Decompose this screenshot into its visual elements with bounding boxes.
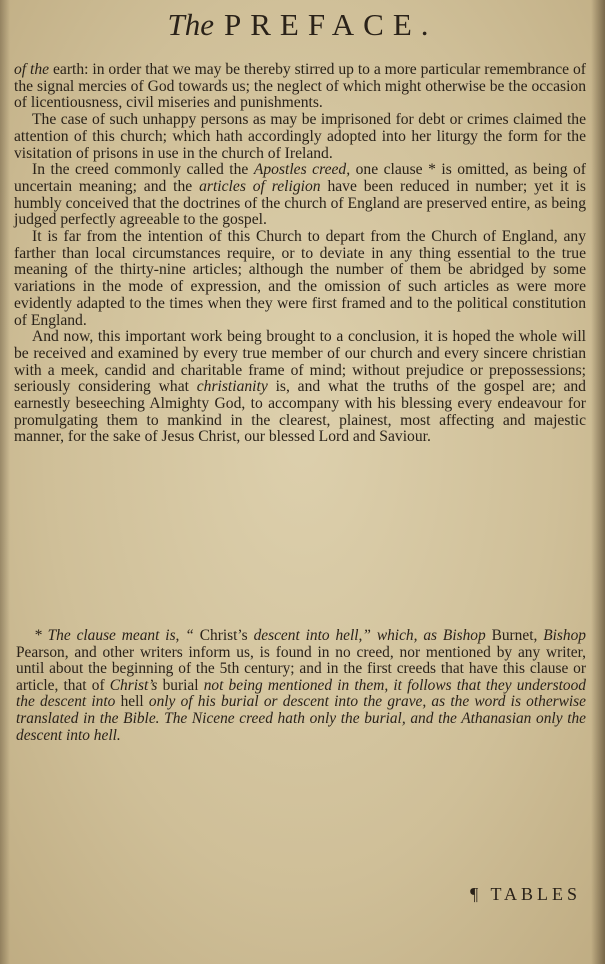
paragraph-5 [14,329,586,446]
preface-body [14,62,586,446]
header-title: PREFACE. [223,7,438,42]
paragraph-3-c: one clause * is omitted, as being of uncertain meaning; and the [14,161,586,195]
paragraph-1-text: earth: in order that we may be thereby stirred up to a more particular remembrance of the signal mercies of God towards us; the neglect of which might otherwise be the occasion of licentiousness, civil miseries and punishments. [14,61,586,112]
footnote-t7: Pearson, and other writers inform us, is found in no creed, nor mentioned by any writer, until about the beginning of the 5th century; and in the first creeds that have this clause or article, that of [16,643,586,694]
paragraph-1-lead: of the [14,61,50,78]
footnote-t10: not being mentioned in them, it follows that they understood the descent into [16,676,586,711]
footnote-t4: Bishop [442,627,486,644]
footnote-t3: descent into hell,” which, as [247,627,443,644]
header-the: The [167,7,214,42]
paragraph-5-c: is, and what the truths of the gospel are; and earnestly beseeching Almighty God, to accompany with his blessing every endeavour for promulgating them to mankind in the clearest, plainest, most affecting and majestic manner, for the sake of Jesus Christ, our blessed Lord and Saviour. [14,378,586,446]
footnote-t8: Christ’s [109,676,158,694]
footnote-t11: hell [120,693,144,711]
paragraph-3-e: have been reduced in number; yet it is humbly conceived that the doctrines of the church of England are preserved entire, as being judged perfectly agreeable to the gospel. [14,177,586,229]
footnote [16,628,586,744]
footnote-t1: * The clause meant is, “ [34,627,200,644]
footnote-text [16,628,586,744]
paragraph-1 [14,62,586,112]
paragraph-2: The case of such unhappy persons as may be imprisoned for debt or crimes claimed the attention of this church; which hath accordingly adopted into her liturgy the form for the visitation of prisons in use in the church of Ireland. [14,111,586,162]
catchword: ¶ TABLES [470,884,581,904]
footnote-t12: only of his burial or descent into the grave, as the word is otherwise translated in the Bible. The Nicene creed hath only the burial, and the Athanasian only the descent into hell. [16,693,587,744]
paragraph-5-a: And now, this important work being brought to a conclusion, it is hoped the whole will be received and examined by every true member of our church and every sincere christian with a meek, candid and charitable frame of mind; without prejudice or prepossessions; seriously considering what [14,328,586,396]
paragraph-4: It is far from the intention of this Church to depart from the Church of England, any farther than local circumstances require, or to deviate in any thing essential to the true meaning of the thirty-nine articles; although the number of them be abridged by some variations in the mode of expression, and the omission of such articles as were more evidently adapted to the times when they were first framed and to the political constitution of England. [14,228,586,329]
paragraph-3-a: In the creed commonly called the [32,161,254,179]
footnote-t9: burial [157,676,199,694]
footnote-t6: Bishop [543,627,586,644]
paragraph-3 [14,162,586,229]
page-left-shadow [0,0,10,964]
page-right-shadow [591,0,605,964]
running-header [0,4,605,46]
footnote-t5: Burnet, [485,627,544,644]
apostles-creed-term: Apostles creed, [253,161,351,179]
footnote-t2: Christ’s [199,627,248,644]
christianity-term: christianity [196,378,268,396]
articles-of-religion-term: articles of religion [199,177,321,195]
